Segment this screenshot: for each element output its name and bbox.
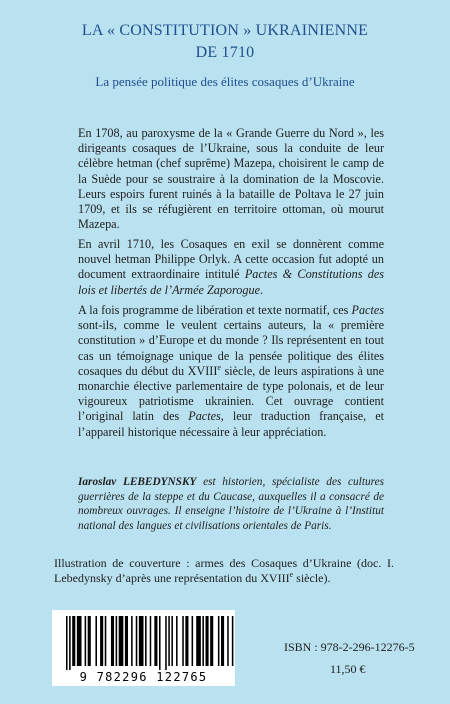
barcode-bar bbox=[95, 616, 97, 666]
barcode-bar bbox=[196, 616, 201, 666]
barcode-bar bbox=[119, 616, 124, 666]
barcode-bar bbox=[185, 616, 188, 666]
illustration-text: Illustration de couverture : armes des Cosaques d’Ukraine (doc. I. Lebedynsky d’après une représentation du XVIII bbox=[54, 556, 394, 585]
barcode-bar bbox=[85, 616, 87, 666]
paragraph-2-text: En avril 1710, les Cosaques en exil se donnèrent comme nouvel hetman Philippe Orlyk. A cette occasion fut adopté un document extraordinaire intitulé bbox=[78, 237, 384, 282]
barcode-bar bbox=[165, 616, 167, 670]
barcode-bar bbox=[210, 616, 213, 666]
barcode-bars bbox=[52, 610, 235, 672]
barcode-bar bbox=[145, 616, 147, 666]
barcode-bar bbox=[139, 616, 144, 666]
barcode-bar bbox=[202, 616, 204, 666]
barcode-bar bbox=[116, 616, 118, 666]
barcode-bar bbox=[218, 616, 220, 666]
barcode-bar bbox=[72, 616, 75, 666]
barcode-bar bbox=[168, 616, 170, 666]
barcode-bar bbox=[150, 616, 152, 666]
paragraph-1: En 1708, au paroxysme de la « Grande Guerre du Nord », les dirigeants cosaques de l’Ukraine, sous la conduite de leur célèbre hetman (chef suprême) Mazepa, choisirent le camp de la Suède pour se soustraire à la domination de la Moscovie. Leurs espoirs furent ruinés à la bataille de Poltava le 27 juin 1709, et ils se réfugièrent en territoire ottoman, où mourut Mazepa. bbox=[78, 126, 384, 232]
barcode-bar bbox=[171, 616, 173, 666]
price: 11,50 € bbox=[330, 662, 366, 676]
author-name: Iaroslav LEBEDYNSKY bbox=[78, 476, 197, 488]
barcode-bar bbox=[125, 616, 128, 666]
title-line-2: DE 1710 bbox=[195, 44, 255, 61]
isbn: ISBN : 978-2-296-12276-5 bbox=[284, 640, 415, 654]
cover-illustration-credit bbox=[54, 556, 394, 586]
barcode-bar bbox=[88, 616, 91, 666]
barcode-bar bbox=[182, 616, 184, 666]
paragraph-3-text-c: siècle, de leurs aspirations à une monarchie élective parlementaire de type polonais, et de leur vigoureux patriotisme ukrainien. Cet ouvrage contient l’original latin des bbox=[78, 363, 384, 424]
barcode-bar bbox=[232, 616, 234, 666]
barcode bbox=[52, 610, 235, 686]
illustration-text-end: siècle). bbox=[293, 571, 331, 585]
barcode-bar bbox=[66, 616, 68, 670]
barcode-bar bbox=[105, 616, 107, 666]
author-bio bbox=[78, 475, 384, 533]
subtitle: La pensée politique des élites cosaques d’Ukraine bbox=[95, 74, 355, 89]
title-line-1: LA « CONSTITUTION » UKRAINIENNE bbox=[81, 22, 369, 39]
barcode-bar bbox=[77, 616, 82, 666]
document-title: Pactes & Constitutions des lois et libertés de l’Armée Zaporogue bbox=[78, 267, 384, 297]
barcode-digits: 9 782296 122765 bbox=[79, 670, 208, 684]
barcode-bar bbox=[227, 616, 229, 666]
barcode-bar bbox=[69, 616, 71, 670]
barcode-bar bbox=[206, 616, 209, 666]
barcode-bar bbox=[192, 616, 194, 666]
illustration-superscript: e bbox=[289, 570, 294, 579]
barcode-bar bbox=[176, 616, 178, 666]
pactes-title-2: Pactes bbox=[188, 409, 221, 424]
author-bio-text: est historien, spécialiste des cultures guerrières de la steppe et du Caucase, auxquelles il a consacré de nombreux ouvrages. Il enseigne l’histoire de l’Ukraine à l’Institut national des langues et civilisations orientales de Paris. bbox=[78, 476, 384, 532]
century-superscript: e bbox=[217, 362, 221, 372]
barcode-bar bbox=[159, 616, 161, 670]
pactes-title-1: Pactes bbox=[351, 303, 384, 317]
barcode-bar bbox=[221, 616, 224, 666]
barcode-bar bbox=[111, 616, 114, 666]
barcode-bar bbox=[131, 616, 133, 666]
barcode-bar bbox=[136, 616, 138, 666]
paragraph-3-text-a: A la fois programme de libération et texte normatif, ces bbox=[78, 303, 352, 317]
barcode-bar bbox=[100, 616, 103, 666]
paragraph-3-text-b: sont-ils, comme le veulent certains auteurs, la « première constitution » d’Europe et du monde ? Ils représentent en tout cas un témoignage unique de la pensée politique des élites cosaques du début du XVIII bbox=[78, 318, 384, 378]
barcode-bar bbox=[154, 616, 157, 666]
paragraph-2-end: . bbox=[260, 282, 264, 297]
paragraph-2 bbox=[78, 237, 384, 298]
paragraph-3 bbox=[78, 303, 384, 440]
paragraph-3-text-d: , leur traduction française, et l’appareil historique nécessaire à leur appréciation. bbox=[78, 409, 384, 439]
